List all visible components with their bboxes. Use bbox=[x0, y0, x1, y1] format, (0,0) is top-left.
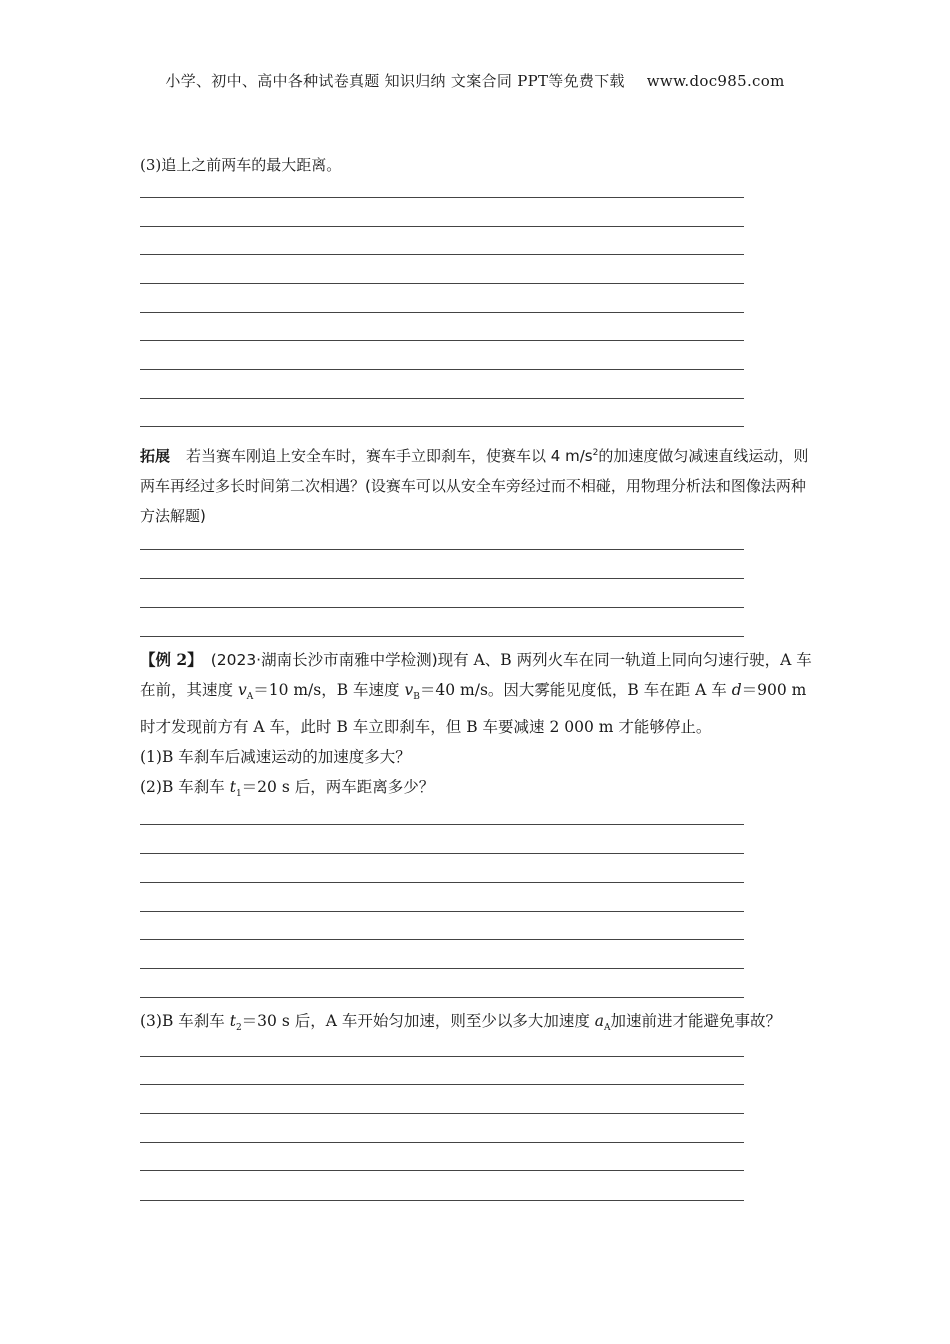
q3-text: ＝30 s 后，A 车开始匀加速，则至少以多大加速度 bbox=[241, 1012, 595, 1030]
header-site-link[interactable]: www.doc985.com bbox=[646, 72, 785, 90]
answer-line[interactable] bbox=[140, 636, 744, 637]
extension-text-2: 的加速度做匀减速直线运动，则两车再经过多长时间第二次相遇？(设赛车可以从安全车旁经过而不相碰，用物理分析法和图像法两种方法解题) bbox=[140, 447, 809, 525]
answer-line[interactable] bbox=[140, 226, 744, 227]
extension-text-1: 若当赛车刚追上安全车时，赛车手立即刹车，使赛车以 4 m/s bbox=[186, 447, 593, 465]
answer-line[interactable] bbox=[140, 283, 744, 284]
answer-line[interactable] bbox=[140, 1200, 744, 1201]
answer-line[interactable] bbox=[140, 426, 744, 427]
example-2 bbox=[140, 645, 812, 809]
header-text: 小学、初中、高中各种试卷真题 知识归纳 文案合同 PPT等免费下载 bbox=[165, 72, 625, 90]
q3-text: 加速前进才能避免事故？ bbox=[610, 1012, 782, 1030]
sub-b: B bbox=[413, 692, 420, 703]
answer-line[interactable] bbox=[140, 398, 744, 399]
extension-superscript: 2 bbox=[592, 448, 599, 458]
answer-line[interactable] bbox=[140, 882, 744, 883]
answer-line[interactable] bbox=[140, 1170, 744, 1171]
answer-line[interactable] bbox=[140, 369, 744, 370]
answer-line[interactable] bbox=[140, 340, 744, 341]
stem-text: ＝900 m 时才发现前方有 A 车，此时 B 车立即刹车，但 B 车要减速 2 000 m 才能够停止。 bbox=[140, 681, 807, 737]
q2-text: ＝20 s 后，两车距离多少？ bbox=[241, 778, 435, 797]
answer-line[interactable] bbox=[140, 911, 744, 912]
answer-line[interactable] bbox=[140, 312, 744, 313]
var-t: t bbox=[229, 778, 236, 797]
sub-a: A bbox=[246, 692, 254, 703]
var-a: a bbox=[594, 1012, 605, 1030]
answer-line[interactable] bbox=[140, 853, 744, 854]
q3-text: (3)B 车刹车 bbox=[140, 1012, 230, 1030]
answer-line[interactable] bbox=[140, 578, 744, 579]
answer-line[interactable] bbox=[140, 1142, 744, 1143]
stem-text: ＝10 m/s，B 车速度 bbox=[253, 681, 405, 699]
answer-line[interactable] bbox=[140, 197, 744, 198]
answer-line[interactable] bbox=[140, 824, 744, 825]
var-v: v bbox=[404, 681, 414, 699]
answer-line[interactable] bbox=[140, 607, 744, 608]
sub-1: 1 bbox=[235, 789, 242, 800]
example-2-stem bbox=[140, 645, 812, 742]
example-2-q3 bbox=[140, 1006, 812, 1043]
answer-line[interactable] bbox=[140, 254, 744, 255]
answer-line[interactable] bbox=[140, 1084, 744, 1085]
example-source: (2023·湖南长沙市南雅中学检测) bbox=[210, 651, 438, 669]
extension-tag: 拓展 bbox=[140, 447, 171, 465]
example-2-q1: (1)B 车刹车后减速运动的加速度多大？ bbox=[140, 748, 411, 767]
extension-question bbox=[140, 438, 812, 531]
question-3: (3)追上之前两车的最大距离。 bbox=[140, 156, 342, 174]
sub-a: A bbox=[604, 1023, 611, 1034]
answer-line[interactable] bbox=[140, 549, 744, 550]
var-v: v bbox=[237, 681, 247, 699]
example-tag: 【例 2】 bbox=[140, 650, 203, 669]
var-t: t bbox=[229, 1012, 236, 1030]
var-d: d bbox=[731, 681, 742, 699]
stem-text: 现有 A、B 两列火车在同一轨道上同向匀速行驶，A 车在前，其速度 bbox=[140, 651, 812, 699]
answer-line[interactable] bbox=[140, 1056, 744, 1057]
stem-text: ＝40 m/s。因大雾能见度低，B 车在距 A 车 bbox=[419, 681, 732, 699]
answer-line[interactable] bbox=[140, 939, 744, 940]
example-2-q2 bbox=[140, 772, 812, 809]
answer-line[interactable] bbox=[140, 997, 744, 998]
answer-line[interactable] bbox=[140, 1113, 744, 1114]
page-header bbox=[0, 70, 950, 91]
answer-line[interactable] bbox=[140, 968, 744, 969]
sub-2: 2 bbox=[235, 1023, 242, 1034]
q2-text: (2)B 车刹车 bbox=[140, 778, 230, 797]
